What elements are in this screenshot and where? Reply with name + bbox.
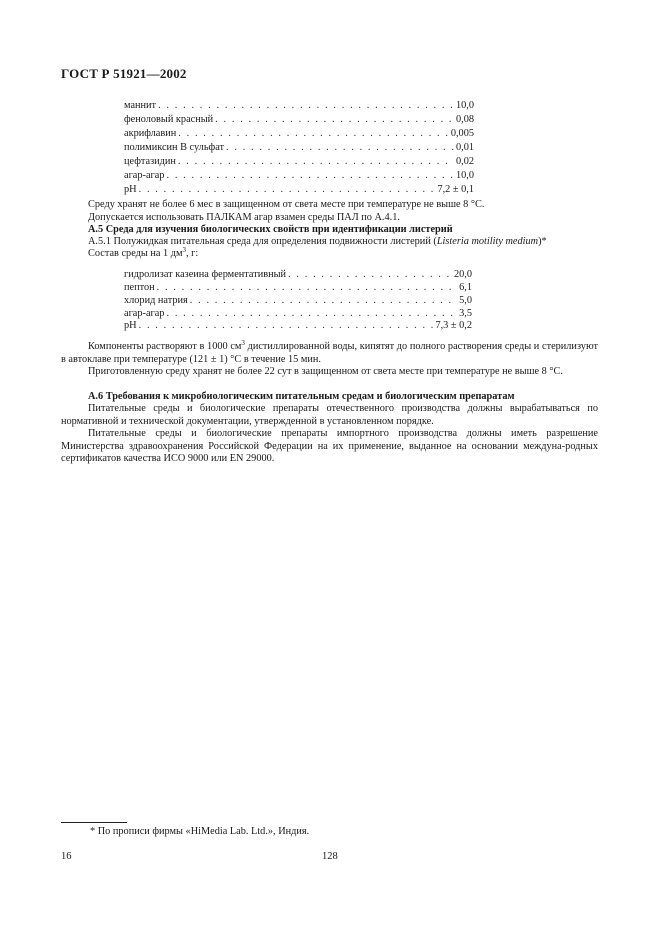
composition-sup: 3 (182, 246, 186, 254)
document-header: ГОСТ Р 51921—2002 (61, 66, 187, 81)
ingredient-value: 5,0 (459, 295, 472, 306)
storage-paragraph: Приготовленную среду хранят не более 22 сут в защищенном от света месте при температуре не выше 8 °С. (88, 366, 563, 377)
ingredient-name: феноловый красный (124, 114, 214, 125)
leader-dots (139, 183, 436, 196)
ingredient-value: 0,02 (455, 156, 474, 167)
p3-sup: 3 (241, 339, 245, 347)
ingredient-name: рН (124, 320, 137, 331)
page-number-left: 16 (61, 851, 72, 862)
footnote-rule (61, 822, 127, 823)
ingredient-value: 6,1 (459, 282, 472, 293)
import-requirements-paragraph: Питательные среды и биологические препараты импортного производства должны иметь разрешение Министерства здравоохранения Российской Федерации на их применение, выданное на основании междуна-родных сертификатов качества ИСО 9000 или EN 29000. (61, 428, 598, 465)
p3-post: дистиллированной воды, кипятят до полного растворения среды и стерилизуют в автоклаве при температуре (121 ± 1) °С в течение 15 мин. (61, 341, 598, 365)
ingredient-row (124, 319, 472, 332)
ingredient-value: 20,0 (453, 269, 472, 280)
ingredient-value: 0,01 (455, 142, 474, 153)
leader-dots (139, 319, 434, 332)
p3-pre: Компоненты растворяют в 1000 см (88, 341, 242, 352)
ingredient-value: 0,08 (455, 114, 474, 125)
leader-dots (178, 127, 449, 140)
ingredient-row (124, 183, 474, 196)
section-a6-heading: А.6 Требования к микробиологическим питательным средам и биологическим препаратам (88, 391, 515, 402)
a51-medium-name: Listeria motility medium (436, 236, 539, 247)
ingredient-name: акрифлавин (124, 128, 177, 139)
composition-pre: Состав среды на 1 дм (88, 248, 183, 259)
dissolution-paragraph (61, 341, 598, 366)
a51-tail: )* (538, 236, 547, 247)
ingredient-value: 7,2 ± 0,1 (437, 184, 474, 195)
ingredient-name: хлорид натрия (124, 295, 188, 306)
ingredient-name: пептон (124, 282, 155, 293)
ingredient-row (124, 141, 474, 154)
section-a51-paragraph (61, 236, 598, 249)
leader-dots (166, 169, 454, 182)
leader-dots (190, 294, 457, 307)
ingredient-value: 10,0 (455, 170, 474, 181)
ingredient-row (124, 169, 474, 182)
ingredient-row (124, 155, 474, 168)
ingredient-name: гидролизат казеина ферментативный (124, 269, 287, 280)
ingredient-name: агар-агар (124, 308, 165, 319)
ingredient-name: маннит (124, 100, 157, 111)
domestic-requirements-paragraph: Питательные среды и биологические препараты отечественного производства должны вырабатываться по нормативной и технической документации, утвержденной в установленном порядке. (61, 403, 598, 427)
ingredient-name: полимиксин В сульфат (124, 142, 224, 153)
footnote: * По прописи фирмы «HiMedia Lab. Ltd.», Индия. (90, 826, 310, 837)
page-number-center: 128 (322, 851, 338, 862)
a51-text: А.5.1 Полужидкая питательная среда для определения подвижности листерий ( (88, 236, 437, 247)
leader-dots (178, 155, 454, 168)
ingredient-row (124, 281, 472, 294)
leader-dots (158, 99, 454, 112)
ingredient-value: 3,5 (459, 308, 472, 319)
ingredient-row (124, 113, 474, 126)
ingredient-row (124, 99, 474, 112)
ingredient-row (124, 127, 474, 140)
ingredient-value: 7,3 ± 0,2 (435, 320, 472, 331)
ingredient-row (124, 268, 472, 281)
ingredient-name: агар-агар (124, 170, 165, 181)
leader-dots (215, 113, 454, 126)
palcam-note-paragraph: Допускается использовать ПАЛКАМ агар взамен среды ПАЛ по А.4.1. (88, 212, 400, 223)
ingredient-value: 10,0 (455, 100, 474, 111)
composition-post: , г: (186, 248, 199, 259)
ingredient-value: 0,005 (450, 128, 474, 139)
leader-dots (288, 268, 452, 281)
section-a5-heading: А.5 Среда для изучения биологических свойств при идентификации листерий (88, 224, 453, 235)
leader-dots (226, 141, 454, 154)
ingredient-row (124, 294, 472, 307)
composition-line (61, 248, 598, 261)
ingredient-name: рН (124, 184, 137, 195)
storage-note-paragraph: Среду хранят не более 6 мес в защищенном от света месте при температуре не выше 8 °С. (88, 199, 485, 210)
leader-dots (157, 281, 458, 294)
ingredient-name: цефтазидин (124, 156, 176, 167)
